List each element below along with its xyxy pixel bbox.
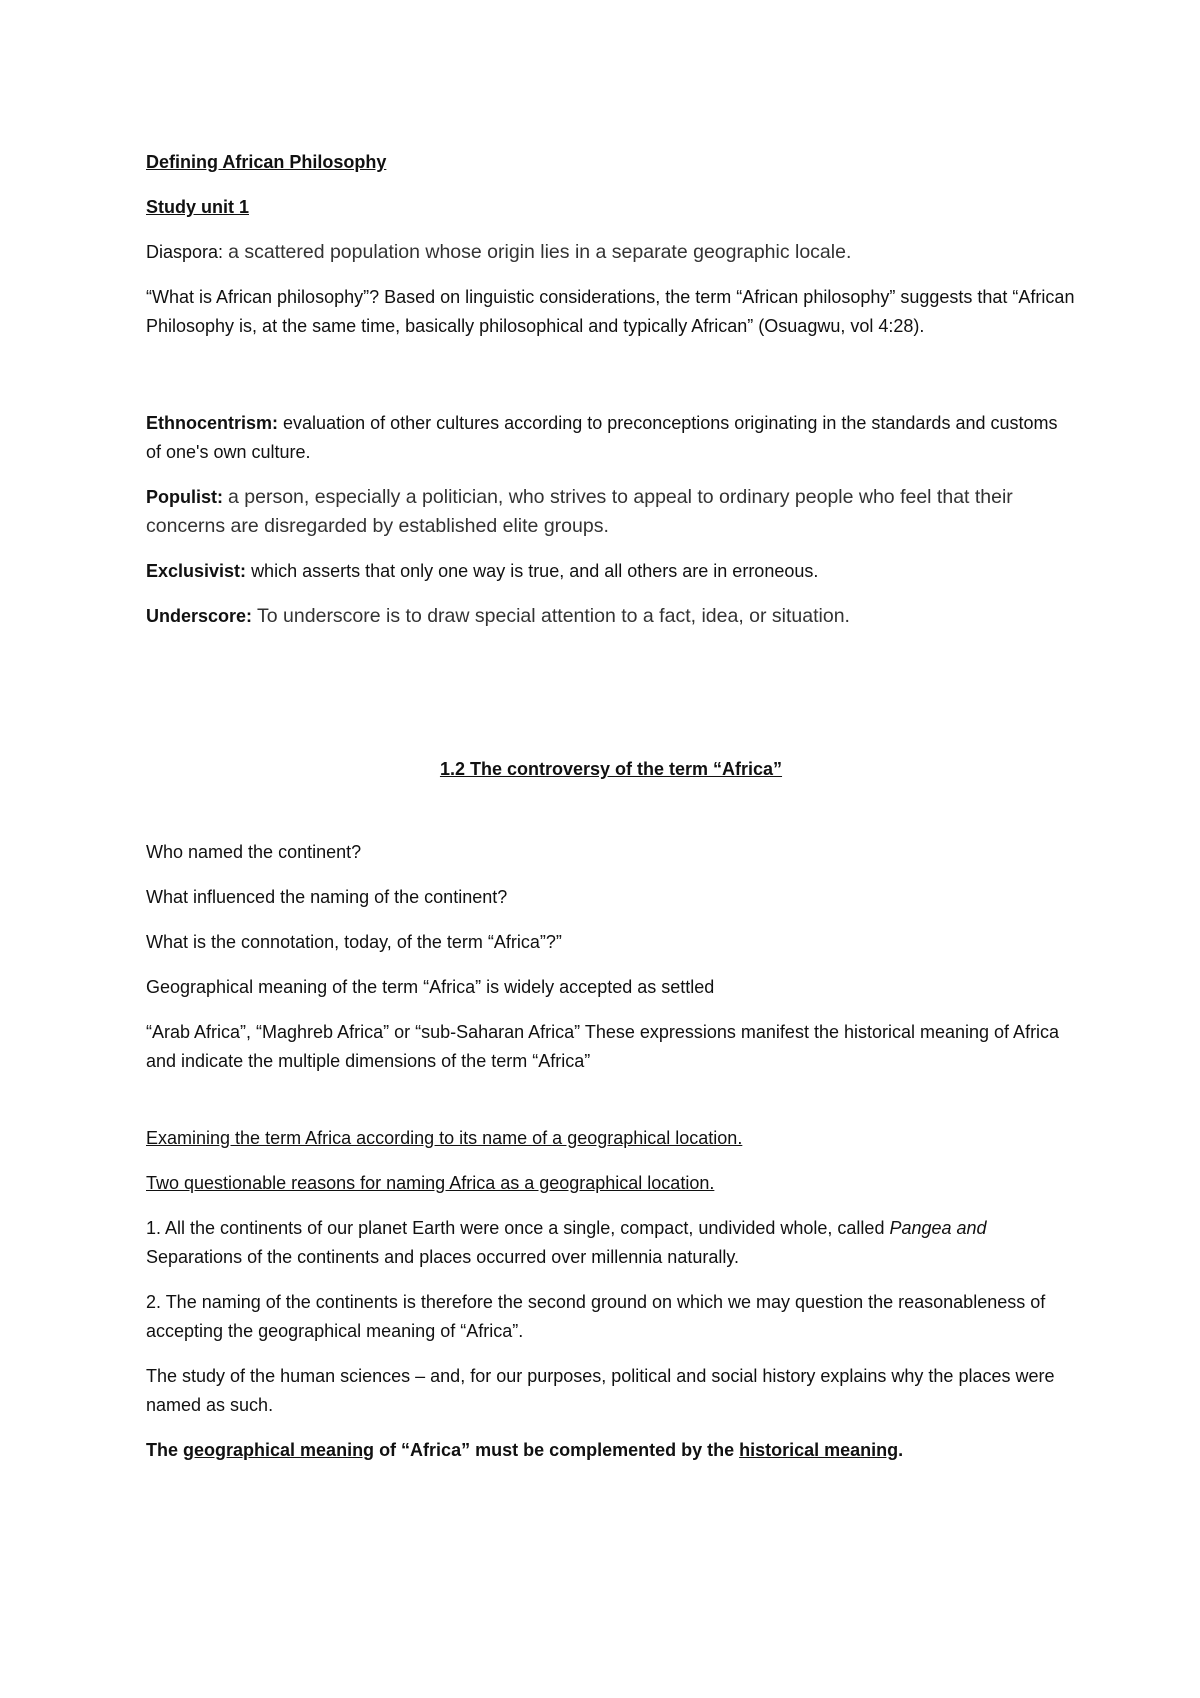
- exclusivist-term: Exclusivist:: [146, 561, 247, 581]
- reason-one-end: Separations of the continents and places occurred over millennia naturally.: [146, 1247, 740, 1267]
- reason-one-start: 1. All the continents of our planet Earth were once a single, compact, undivided whole, called: [146, 1218, 890, 1238]
- examining-heading: Examining the term Africa according to its name of a geographical location.: [146, 1128, 743, 1148]
- question-item: Geographical meaning of the term “Africa” is widely accepted as settled: [146, 977, 715, 997]
- conclusion-geo: geographical meaning: [183, 1440, 375, 1460]
- populist-term: Populist:: [146, 487, 223, 507]
- diaspora-term: Diaspora:: [146, 242, 224, 262]
- ethnocentrism-term: Ethnocentrism:: [146, 413, 279, 433]
- reason-one: [146, 1214, 1076, 1272]
- diaspora-definition: [146, 238, 1076, 267]
- underscore-definition: [146, 602, 1076, 631]
- spacer: [146, 1092, 1076, 1124]
- document-body: [146, 148, 1076, 1481]
- populist-definition: [146, 483, 1076, 541]
- reasons-heading: Two questionable reasons for naming Africa as a geographical location.: [146, 1173, 715, 1193]
- exclusivist-definition: [146, 557, 1076, 586]
- african-philosophy-paragraph: “What is African philosophy”? Based on linguistic considerations, the term “African philosophy” suggests that “African Philosophy is, at the same time, basically philosophical and typically African” (Osuagwu, vol 4:28).: [146, 287, 1075, 336]
- question-item: What influenced the naming of the continent?: [146, 887, 508, 907]
- document-title: Defining African Philosophy: [146, 152, 387, 172]
- conclusion-part3: .: [898, 1440, 904, 1460]
- conclusion-hist: historical meaning: [739, 1440, 899, 1460]
- spacer: [146, 357, 1076, 409]
- human-sciences-paragraph: The study of the human sciences – and, for our purposes, political and social history explains why the places were named as such.: [146, 1366, 1055, 1415]
- conclusion-part1: The: [146, 1440, 184, 1460]
- populist-text: a person, especially a politician, who strives to appeal to ordinary people who feel that their concerns are disregarded by established elite groups.: [146, 486, 1013, 537]
- underscore-term: Underscore:: [146, 606, 253, 626]
- conclusion-paragraph: [146, 1436, 1076, 1465]
- section-heading: 1.2 The controversy of the term “Africa”: [439, 759, 783, 779]
- spacer: [146, 800, 1076, 838]
- diaspora-text: a scattered population whose origin lies in a separate geographic locale.: [228, 241, 852, 263]
- conclusion-part2: of “Africa” must be complemented by the: [374, 1440, 740, 1460]
- reason-one-italic: Pangea and: [889, 1218, 987, 1238]
- spacer: [146, 647, 1076, 755]
- exclusivist-text: which asserts that only one way is true, and all others are in erroneous.: [251, 561, 819, 581]
- ethnocentrism-text: evaluation of other cultures according to preconceptions originating in the standards and customs of one's own culture.: [146, 413, 1058, 462]
- reason-two: 2. The naming of the continents is therefore the second ground on which we may question the reasonableness of accepting the geographical meaning of “Africa”.: [146, 1292, 1046, 1341]
- study-unit-heading: Study unit 1: [146, 197, 249, 217]
- question-item: “Arab Africa”, “Maghreb Africa” or “sub-Saharan Africa” These expressions manifest the historical meaning of Africa and indicate the multiple dimensions of the term “Africa”: [146, 1022, 1060, 1071]
- ethnocentrism-definition: [146, 409, 1076, 467]
- question-item: Who named the continent?: [146, 842, 362, 862]
- question-item: What is the connotation, today, of the term “Africa”?”: [146, 932, 562, 952]
- underscore-text: To underscore is to draw special attention to a fact, idea, or situation.: [257, 605, 850, 627]
